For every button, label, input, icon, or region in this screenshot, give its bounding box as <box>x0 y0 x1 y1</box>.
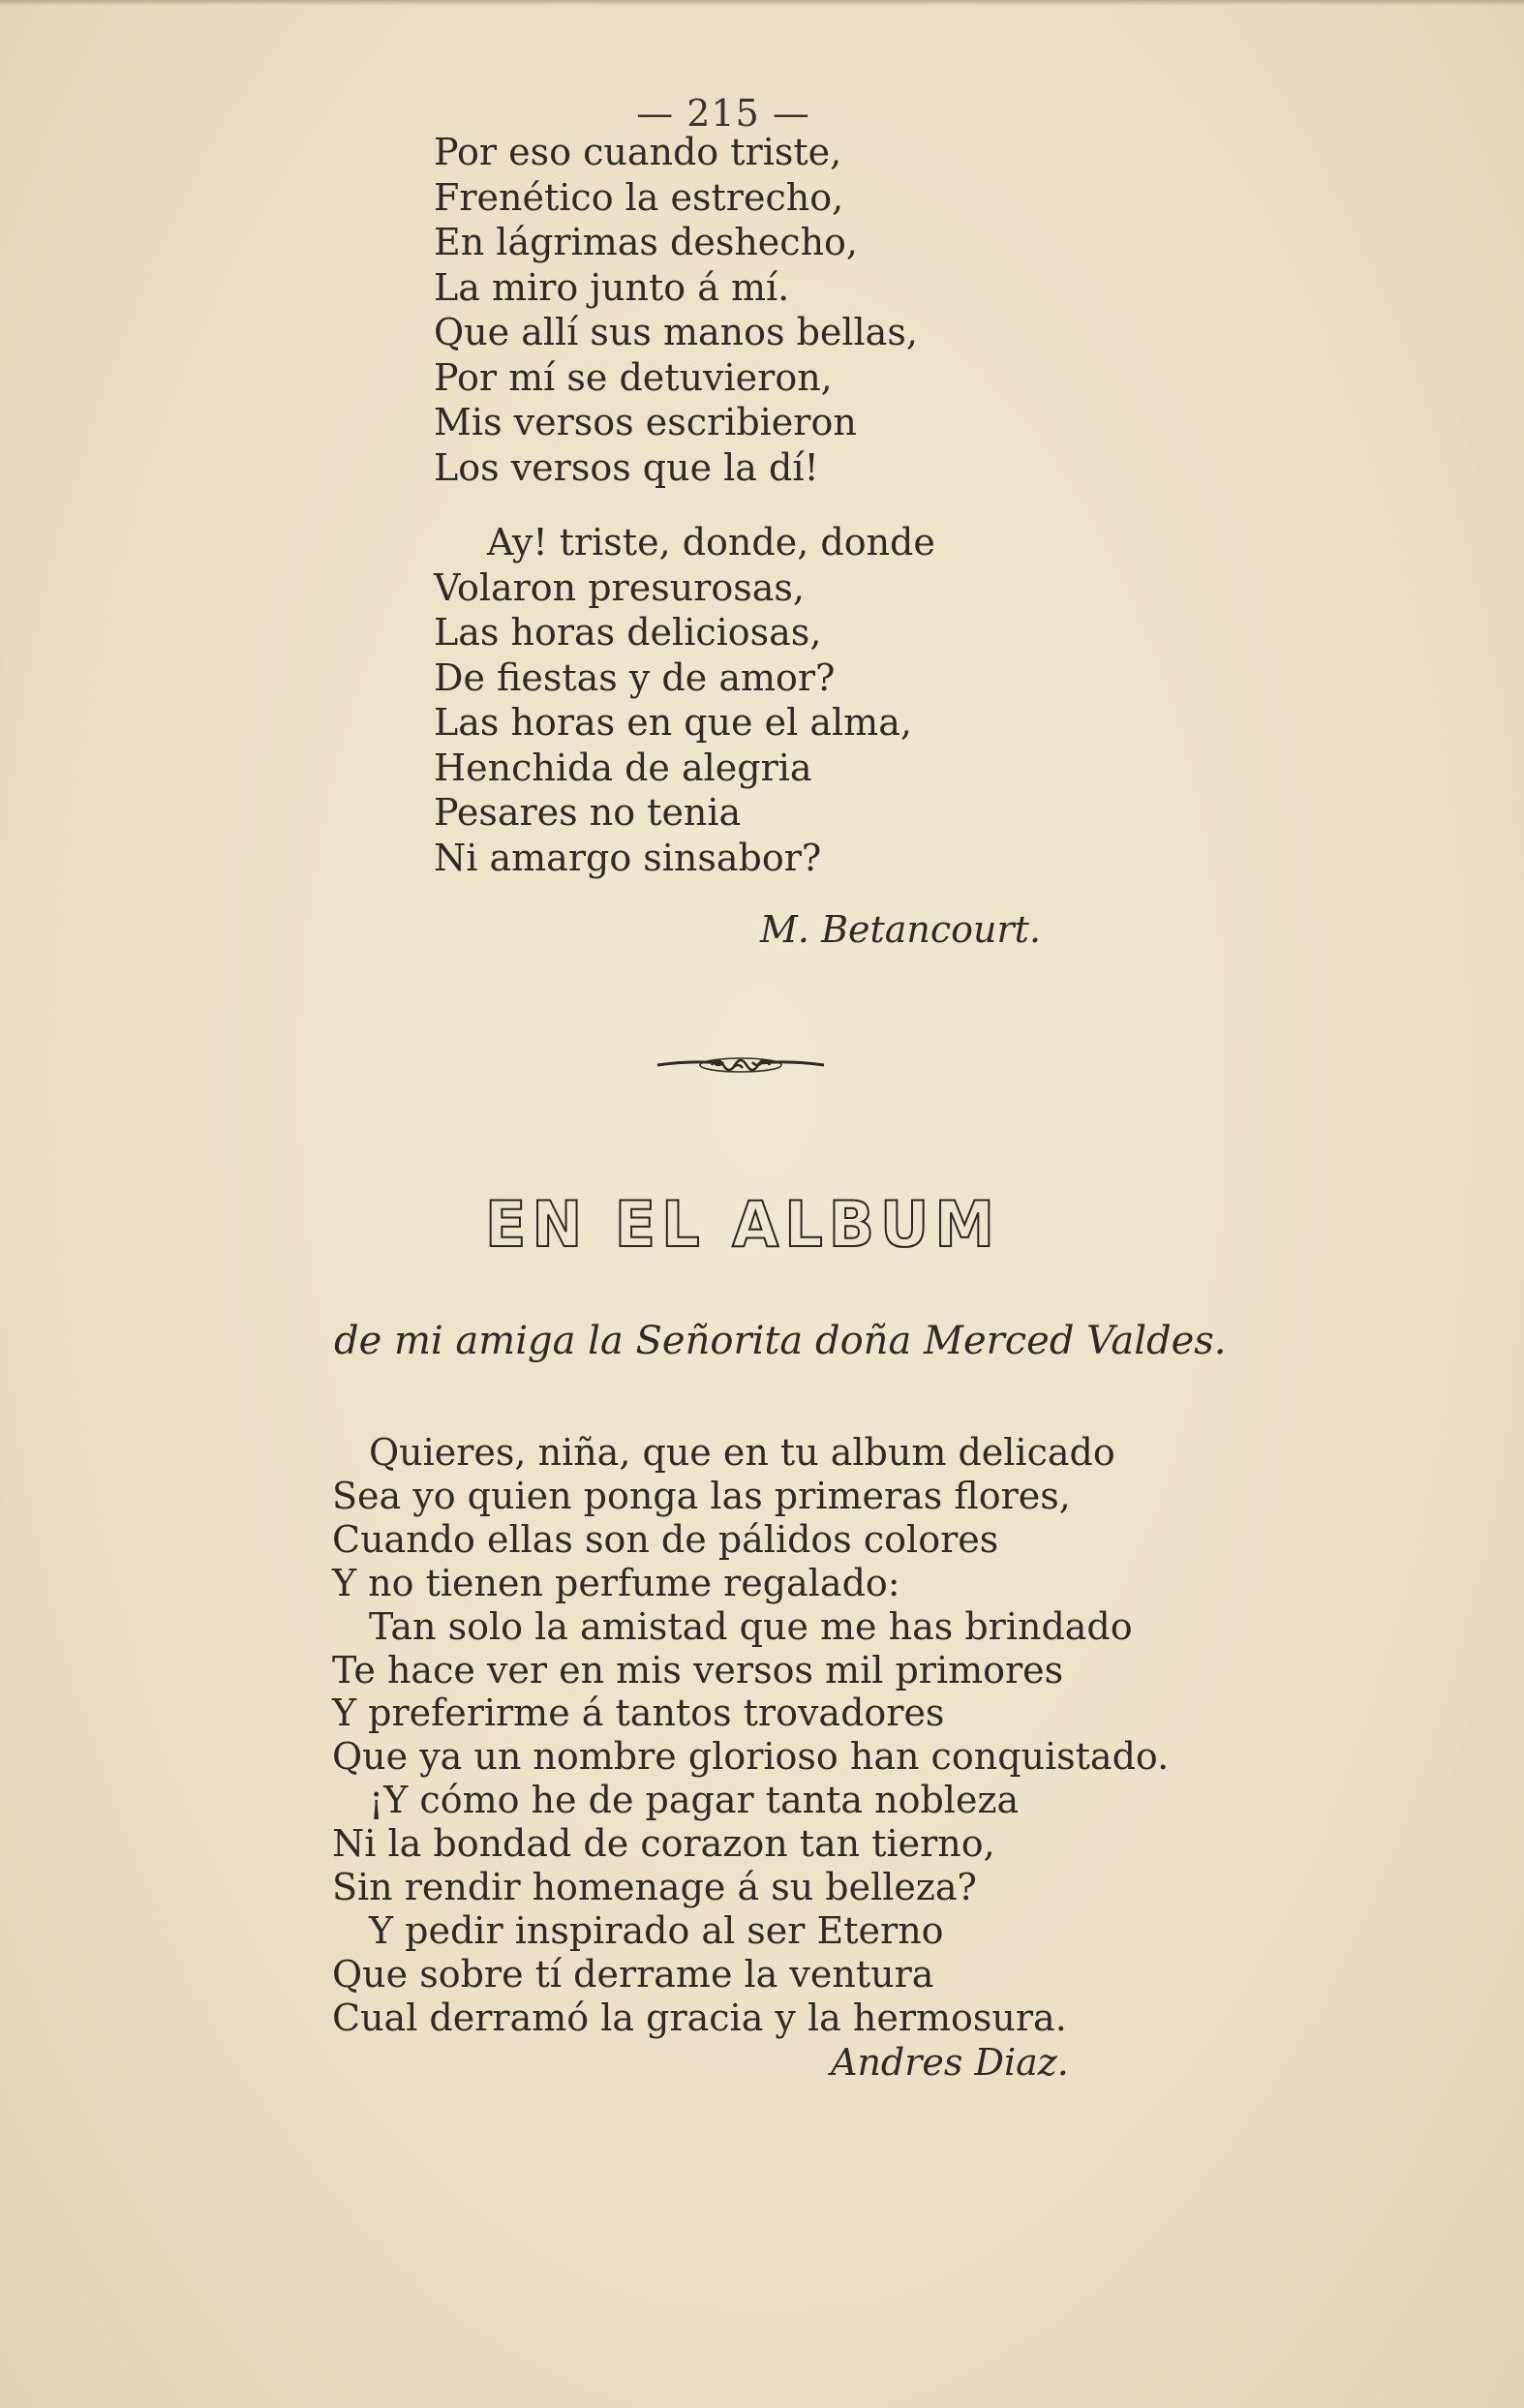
verse-line: Que ya un nombre glorioso han conquistado. <box>332 1735 1170 1779</box>
verse-line: En lágrimas deshecho, <box>434 221 859 263</box>
author-signature-diaz: Andres Diaz. <box>831 2041 1069 2084</box>
poem-title-text: EN EL ALBUM <box>484 1187 1001 1262</box>
verse-line: Sea yo quien ponga las primeras flores, <box>332 1474 1071 1517</box>
author-signature-betancourt: M. Betancourt. <box>760 908 1042 951</box>
poem-dedication: de mi amiga la Señorita doña Merced Valdes. <box>334 1319 1227 1363</box>
page-number <box>0 92 1524 135</box>
verse-line: Sin rendir homenage á su belleza? <box>332 1866 977 1909</box>
verse-line: La miro junto á mí. <box>434 265 790 309</box>
verse-line: De fiestas y de amor? <box>434 655 836 699</box>
page-top-edge <box>0 0 1524 6</box>
verse-line: Frenético la estrecho, <box>434 175 844 219</box>
verse-line: Mis versos escribieron <box>434 401 857 443</box>
verse-line: Que allí sus manos bellas, <box>434 311 918 353</box>
verse-line: ¡Y cómo he de pagar tanta nobleza <box>369 1779 1020 1822</box>
verse-line: Quieres, niña, que en tu album delicado <box>369 1431 1115 1474</box>
verse-line: Tan solo la amistad que me has brindado <box>369 1604 1133 1648</box>
poem-stanza-1 <box>434 130 918 490</box>
verse-line: Henchida de alegria <box>434 746 812 789</box>
verse-line: Y preferirme á tantos trovadores <box>332 1692 945 1735</box>
ornament-divider-icon <box>654 1051 828 1080</box>
sonnet-body <box>332 1431 1169 2040</box>
verse-line: Que sobre tí derrame la ventura <box>332 1952 934 1996</box>
poem-stanza-2 <box>434 520 935 880</box>
verse-line: Por eso cuando triste, <box>434 131 842 173</box>
page-number-text: — 215 — <box>636 92 810 135</box>
verse-line: Pesares no tenia <box>434 791 742 834</box>
verse-line: Y no tienen perfume regalado: <box>332 1561 900 1604</box>
verse-line: Las horas deliciosas, <box>434 611 822 654</box>
verse-line: Ay! triste, donde, donde <box>487 521 935 564</box>
verse-line: Por mí se detuvieron, <box>434 355 833 399</box>
verse-line: Y pedir inspirado al ser Eterno <box>369 1908 944 1952</box>
verse-line: Las horas en que el alma, <box>434 701 912 744</box>
verse-line: Cual derramó la gracia y la hermosura. <box>332 1996 1067 2039</box>
verse-line: Te hace ver en mis versos mil primores <box>332 1648 1064 1692</box>
verse-line: Los versos que la dí! <box>434 445 819 489</box>
verse-line: Ni amargo sinsabor? <box>434 836 822 879</box>
verse-line: Ni la bondad de corazon tan tierno, <box>332 1822 995 1866</box>
poem-title <box>0 1189 1524 1260</box>
verse-line: Cuando ellas son de pálidos colores <box>332 1517 999 1561</box>
verse-line: Volaron presurosas, <box>434 565 805 609</box>
